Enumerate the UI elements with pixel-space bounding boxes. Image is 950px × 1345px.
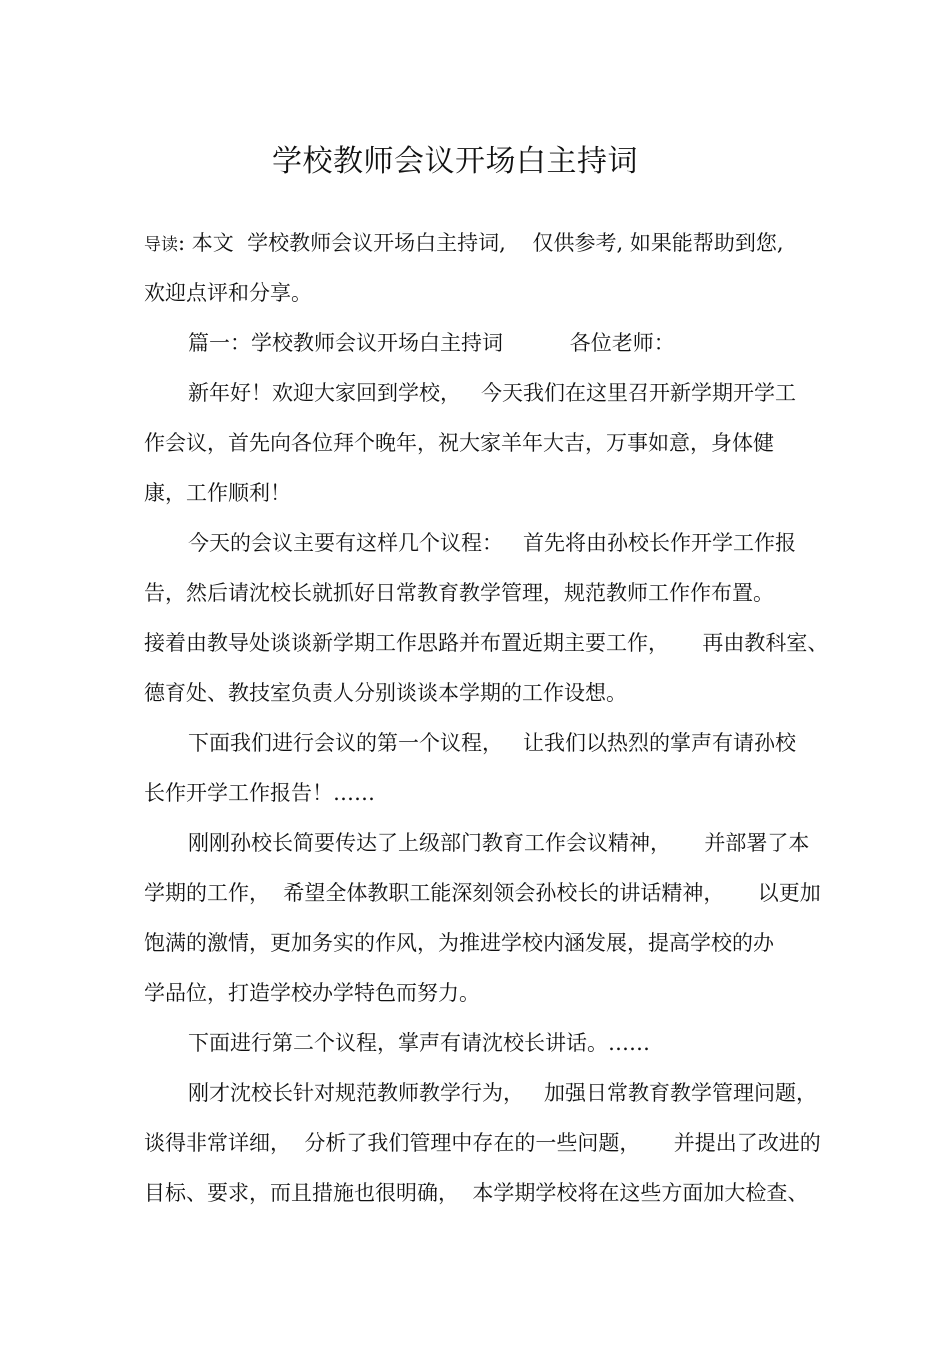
paragraph-line: 下面进行第二个议程，掌声有请沈校长讲话。…… (188, 1031, 650, 1055)
paragraph-line: 学品位，打造学校办学特色而努力。 (144, 981, 480, 1005)
section-heading-line: 篇一：学校教师会议开场白主持词 各位老师： (188, 331, 675, 355)
paragraph-line: 下面我们进行会议的第一个议程， 让我们以热烈的掌声有请孙校 (188, 731, 797, 755)
paragraph-line: 接着由教导处谈谈新学期工作思路并布置近期主要工作， 再由教科室、 (144, 631, 829, 655)
paragraph-line: 德育处、教技室负责人分别谈谈本学期的工作设想。 (144, 681, 627, 705)
intro-text: : 本文 学校教师会议开场白主持词, 仅供参考, 如果能帮助到您, (178, 231, 784, 255)
intro-line (144, 228, 784, 260)
paragraph-line: 欢迎点评和分享。 (144, 281, 312, 305)
paragraph-line: 学期的工作， 希望全体教职工能深刻领会孙校长的讲话精神， 以更加 (144, 881, 821, 905)
paragraph-line: 饱满的激情，更加务实的作风，为推进学校内涵发展，提高学校的办 (144, 931, 774, 955)
paragraph-line: 刚才沈校长针对规范教师教学行为， 加强日常教育教学管理问题， (188, 1081, 818, 1105)
paragraph-line: 新年好！欢迎大家回到学校， 今天我们在这里召开新学期开学工 (188, 381, 797, 405)
document-title: 学校教师会议开场白主持词 (272, 144, 638, 179)
paragraph-line: 作会议，首先向各位拜个晚年，祝大家羊年大吉，万事如意，身体健 (144, 431, 774, 455)
paragraph-line: 今天的会议主要有这样几个议程： 首先将由孙校长作开学工作报 (188, 531, 797, 555)
paragraph-line: 康，工作顺利！ (144, 481, 291, 505)
paragraph-line: 刚刚孙校长简要传达了上级部门教育工作会议精神， 并部署了本 (188, 831, 810, 855)
paragraph-line: 长作开学工作报告！…… (144, 781, 375, 805)
paragraph-line: 目标、要求，而且措施也很明确， 本学期学校将在这些方面加大检查、 (144, 1181, 809, 1205)
paragraph-line: 告，然后请沈校长就抓好日常教育教学管理，规范教师工作作布置。 (144, 581, 774, 605)
paragraph-line: 谈得非常详细， 分析了我们管理中存在的一些问题， 并提出了改进的 (144, 1131, 821, 1155)
intro-label: 导读 (144, 235, 178, 255)
